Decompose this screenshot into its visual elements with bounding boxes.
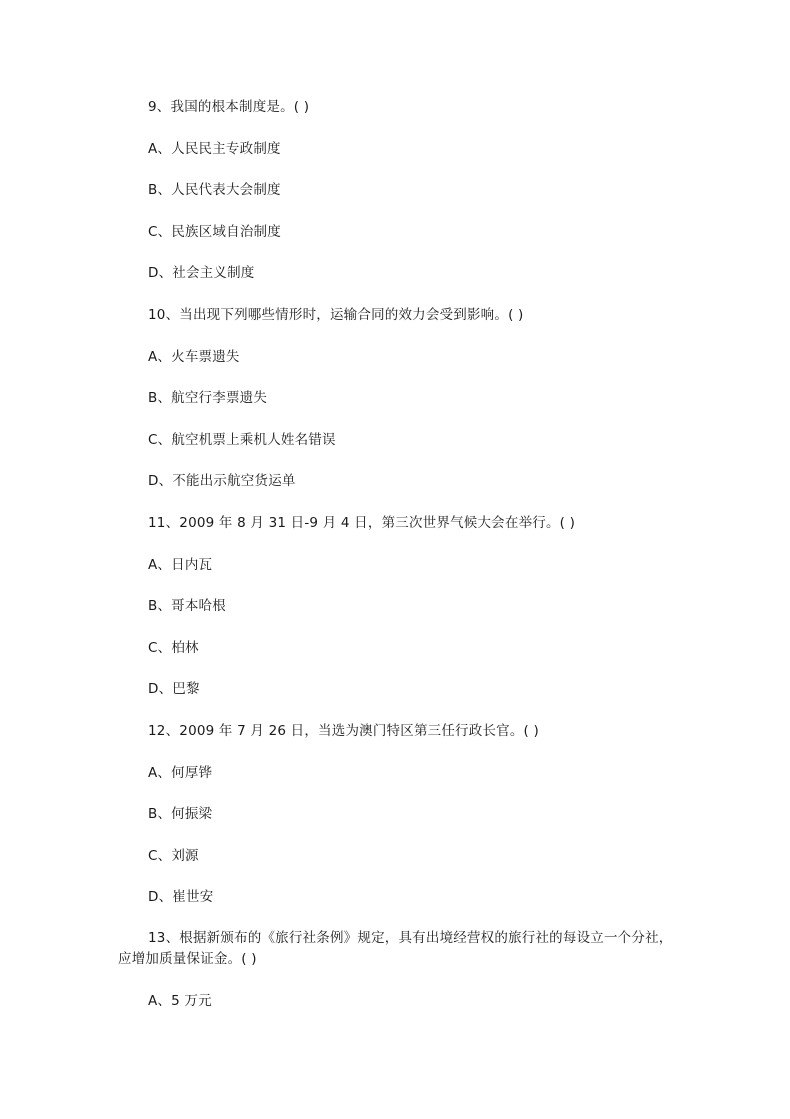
question-9-option-d: D、社会主义制度 (148, 265, 255, 281)
question-13-option-a: A、5 万元 (148, 993, 212, 1009)
question-11-option-a: A、日内瓦 (148, 557, 213, 573)
question-10-option-c: C、航空机票上乘机人姓名错误 (148, 432, 336, 448)
question-9-option-a: A、人民民主专政制度 (148, 141, 281, 157)
question-9-option-b: B、人民代表大会制度 (148, 182, 281, 198)
question-10-option-d: D、不能出示航空货运单 (148, 473, 296, 489)
question-11-option-b: B、哥本哈根 (148, 598, 226, 614)
question-11-option-d: D、巴黎 (148, 681, 200, 697)
question-11-option-c: C、柏林 (148, 640, 199, 656)
question-12-option-c: C、刘源 (148, 848, 199, 864)
question-9-stem: 9、我国的根本制度是。( ) (148, 99, 310, 115)
question-9-option-c: C、民族区域自治制度 (148, 224, 281, 240)
question-11-stem: 11、2009 年 8 月 31 日-9 月 4 日，第三次世界气候大会在举行。( ) (148, 515, 576, 531)
question-12-option-a: A、何厚铧 (148, 765, 213, 781)
question-12-option-b: B、何振梁 (148, 806, 213, 822)
question-10-stem: 10、当出现下列哪些情形时，运输合同的效力会受到影响。( ) (148, 307, 524, 323)
question-10-option-a: A、火车票遗失 (148, 349, 240, 365)
question-12-option-d: D、崔世安 (148, 889, 214, 905)
question-10-option-b: B、航空行李票遗失 (148, 390, 268, 406)
question-13-stem: 13、根据新颁布的《旅行社条例》规定，具有出境经营权的旅行社的每设立一个分社，应增加质量保证金。( ) (118, 930, 673, 967)
question-12-stem: 12、2009 年 7 月 26 日，当选为澳门特区第三任行政长官。( ) (148, 723, 539, 739)
